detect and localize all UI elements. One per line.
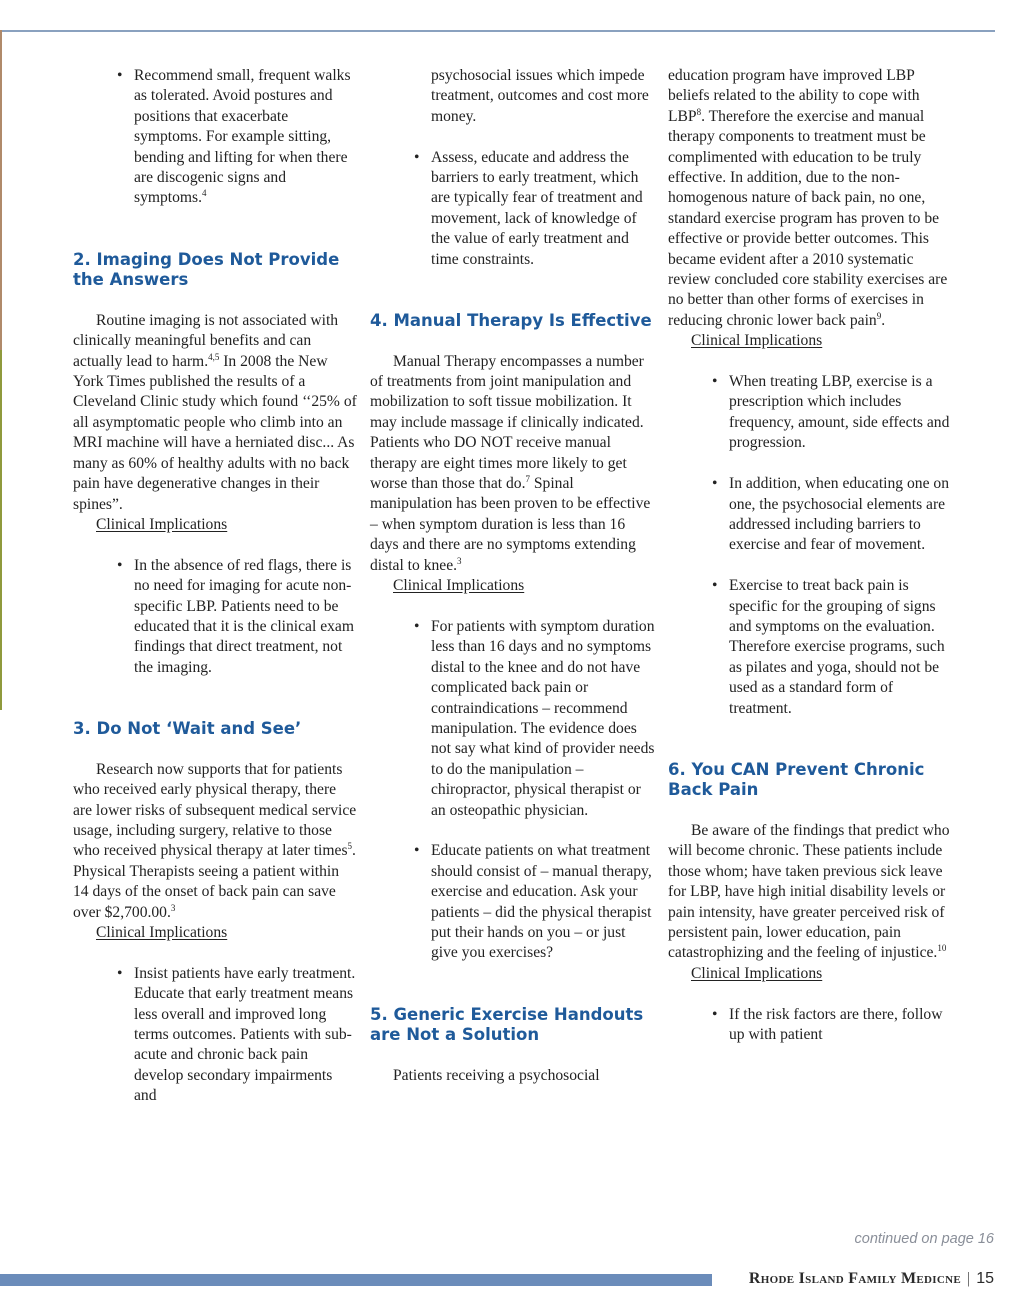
section-heading: 3. Do Not ‘Wait and See’: [73, 718, 302, 738]
bullet-list: [370, 617, 655, 821]
bullet-list: [370, 148, 655, 270]
list-item: • Recommend small, frequent walks as tolerated. Avoid postures and positions that exacerbate symptoms. For example sitting, bending and lifting for when there are discogenic signs and symptoms.$^4$: [117, 67, 351, 207]
list-item: • Educate patients on what treatment should consist of – manual therapy, exercise and education. Ask your patients – did the physical therapist put their hands on you – or just give you exercises?: [414, 842, 652, 962]
page-number: 15: [976, 1270, 994, 1287]
page-footer: [749, 1270, 994, 1288]
paragraph: Be aware of the findings that predict who will become chronic. These patients include those whom; have taken previous sick leave for LBP, have high initial disability levels or pain intensity, have greater perceived risk of persistent pain, lower education, pain catastrophizing and the feeling of injustice.$^{10}$: [668, 821, 950, 962]
side-rule-upper: [0, 30, 2, 350]
paragraph: Research now supports that for patients who received early physical therapy, there are lower risks of subsequent medical service usage, including surgery, relative to those who received physical therapy at later times$^5$. Physical Therapists seeing a patient within 14 days of the onset of back pain can save over $2,700.00.$^3$: [73, 760, 357, 921]
bullet-list: [668, 576, 953, 719]
list-item: • For patients with symptom duration less than 16 days and no symptoms distal to the knee and do not have complicated back pain or contraindications – recommend manipulation. The evidence does not say what kind of provider needs to do the manipulation – chiropractor, physical therapist or an osteopathic physician.: [414, 617, 655, 819]
footer-separator: |: [967, 1270, 971, 1287]
bullet-dot: •: [712, 475, 718, 493]
footer-bar: [0, 1274, 712, 1286]
bullet-list: [668, 1005, 953, 1046]
bullet-dot: •: [712, 1005, 718, 1023]
section-heading: 5. Generic Exercise Handouts are Not a Solution: [370, 1004, 644, 1044]
paragraph: Patients receiving a psychosocial: [393, 1066, 600, 1084]
column-1: [73, 66, 358, 1107]
bullet-list: [668, 372, 953, 454]
list-item: • If the risk factors are there, follow up with patient: [712, 1005, 943, 1043]
list-item: • Exercise to treat back pain is specific for the grouping of signs and symptoms on the evaluation. Therefore exercise programs, such as pilates and yoga, should not be used as a standard form of treatment.: [712, 577, 945, 717]
publication-name: Rhode Island Family Medicne: [748, 1270, 961, 1287]
list-item: • Insist patients have early treatment. Educate that early treatment means less overall and improved long terms outcomes. Patients with sub-acute and chronic back pain develop secondary impairments and: [117, 964, 356, 1105]
clinical-implications-label: Clinical Implications: [96, 515, 228, 533]
section-heading: 2. Imaging Does Not Provide the Answers: [73, 249, 340, 290]
clinical-implications-label: Clinical Implications: [691, 964, 823, 982]
bullet-dot: •: [414, 617, 420, 635]
clinical-implications-label: Clinical Implications: [96, 923, 228, 941]
bullet-dot: •: [414, 148, 420, 166]
clinical-implications-label: Clinical Implications: [691, 332, 823, 350]
paragraph: Routine imaging is not associated with clinically meaningful benefits and can actually lead to harm.$^{4,5}$ In 2008 the New York Times published the results of a Cleveland Clinic study which found ‘‘25% of all asymptomatic people who climb into an MRI machine will have a herniated disc... As many as 60% of healthy adults with no back pain have degenerative changes in their spines”.: [73, 311, 357, 513]
list-item: • Assess, educate and address the barriers to early treatment, which are typically fear of treatment and movement, lack of knowledge of the value of early treatment and time constraints.: [414, 148, 643, 268]
clinical-implications-label: Clinical Implications: [393, 577, 525, 595]
bullet-list: [73, 66, 358, 209]
bullet-list: [668, 474, 953, 556]
top-rule: [0, 30, 995, 32]
list-item: • When treating LBP, exercise is a prescription which includes frequency, amount, side effects and progression.: [712, 373, 950, 452]
list-item: • In addition, when educating one on one, the psychosocial elements are addressed including barriers to exercise and fear of movement.: [712, 475, 949, 554]
column-3: [668, 66, 953, 1045]
list-item: • In the absence of red flags, there is no need for imaging for acute non-specific LBP. Patients need to be educated that it is the clinical exam findings that direct treatment, not the imaging.: [117, 556, 354, 676]
bullet-dot: •: [117, 67, 123, 84]
section-heading: 4. Manual Therapy Is Effective: [370, 310, 652, 330]
column-2: [370, 66, 655, 1086]
side-rule-lower: [0, 350, 2, 710]
continued-note: continued on page 16: [854, 1231, 994, 1247]
bullet-dot: •: [712, 373, 718, 391]
paragraph-continued: education program have improved LBP beliefs related to the ability to cope with LBP$^8$. Therefore the exercise and manual therapy components to treatment must be complimented with education to be truly effective. In addition, due to the non-homogenous nature of back pain, no one, standard exercise program has proven to be effective or provide better outcomes. This became evident after a 2010 systematic review concluded core stability exercises are no better than other forms of exercises in reducing chronic lower back pain$^9$.: [668, 67, 948, 329]
bullet-list: [370, 841, 655, 963]
bullet-dot: •: [414, 842, 420, 860]
paragraph: Manual Therapy encompasses a number of treatments from joint manipulation and mobilization to soft tissue mobilization. It may include massage if clinically indicated. Patients who DO NOT receive manual therapy are eight times more likely to get worse than those that do.$^7$ Spinal manipulation has been proven to be effective – when symptom duration is less than 16 days and there are no symptoms extending distal to knee.$^3$: [370, 352, 651, 574]
bullet-list: [370, 66, 655, 127]
bullet-dot: •: [712, 577, 718, 595]
bullet-list: [73, 556, 358, 678]
section-heading: 6. You CAN Prevent Chronic Back Pain: [668, 759, 925, 800]
bullet-list: [73, 964, 358, 1107]
bullet-dot: •: [117, 556, 123, 574]
bullet-dot: •: [117, 964, 123, 982]
list-item-continued: psychosocial issues which impede treatment, outcomes and cost more money.: [431, 67, 649, 125]
